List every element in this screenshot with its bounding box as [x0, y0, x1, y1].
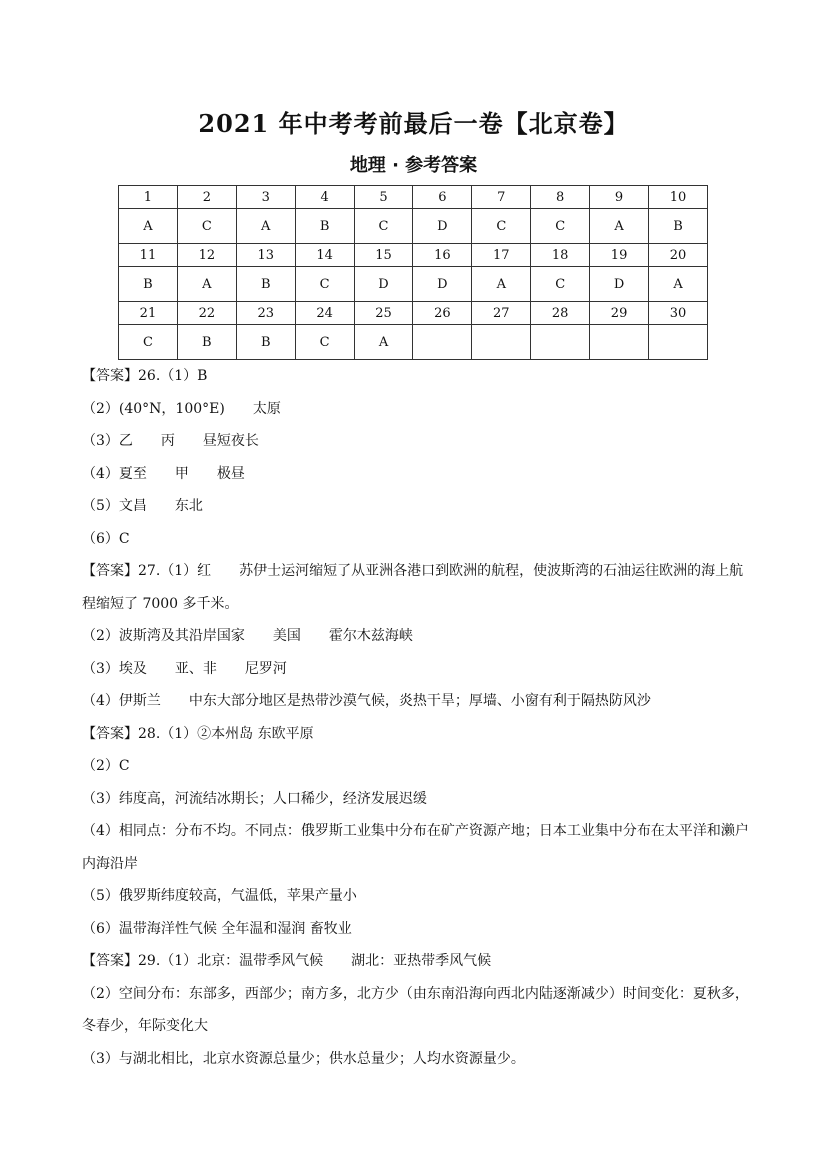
answer-cell: A [236, 209, 295, 244]
answer-cell: A [472, 267, 531, 302]
answer-row [119, 267, 708, 302]
answer-cell: B [236, 325, 295, 360]
answer-28-part6: （6）温带海洋性气候 全年温和湿润 畜牧业 [82, 920, 352, 937]
question-number-cell: 15 [354, 244, 413, 267]
answer-cell: D [590, 267, 649, 302]
answer-28-part4: （4）相同点：分布不均。不同点：俄罗斯工业集中分布在矿产资源产地；日本工业集中分布在太平洋和濑户内海沿岸 [82, 823, 749, 872]
question-number-cell: 2 [177, 186, 236, 209]
question-number-row [119, 244, 708, 267]
question-number-cell: 12 [177, 244, 236, 267]
answer-cell: D [413, 209, 472, 244]
answer-cell [531, 325, 590, 360]
answer-26-part5: （5）文昌 东北 [82, 498, 203, 514]
question-number-cell: 10 [649, 186, 708, 209]
answer-27-part2: （2）波斯湾及其沿岸国家 美国 霍尔木兹海峡 [82, 628, 413, 644]
answer-29-part2: （2）空间分布：东部多，西部少；南方多，北方少（由东南沿海向西北内陆逐渐减少）时间变化：夏秋多，冬春少，年际变化大 [82, 985, 749, 1034]
question-number-cell: 9 [590, 186, 649, 209]
question-number-cell: 18 [531, 244, 590, 267]
question-number-cell: 16 [413, 244, 472, 267]
answer-29-part1: 【答案】29.（1）北京：温带季风气候 湖北：亚热带季风气候 [82, 953, 492, 969]
question-number-cell: 25 [354, 302, 413, 325]
answer-cell: D [413, 267, 472, 302]
answer-27-part1: 【答案】27.（1）红 苏伊士运河缩短了从亚洲各港口到欧洲的航程，使波斯湾的石油运往欧洲的海上航程缩短了 7000 多千米。 [82, 563, 744, 612]
answer-cell: C [295, 325, 354, 360]
question-number-cell: 7 [472, 186, 531, 209]
answer-cell: A [119, 209, 178, 244]
answer-cell: B [119, 267, 178, 302]
question-number-cell: 30 [649, 302, 708, 325]
answer-cell: C [531, 209, 590, 244]
answer-cell: A [177, 267, 236, 302]
answer-cell [590, 325, 649, 360]
question-number-cell: 6 [413, 186, 472, 209]
question-number-cell: 11 [119, 244, 178, 267]
answer-cell: A [354, 325, 413, 360]
answer-26-part1: 【答案】26.（1）B [82, 368, 208, 384]
question-number-row [119, 186, 708, 209]
question-number-cell: 17 [472, 244, 531, 267]
question-number-cell: 29 [590, 302, 649, 325]
question-number-row [119, 302, 708, 325]
answer-cell: C [531, 267, 590, 302]
answer-cell: B [295, 209, 354, 244]
answer-28-part3: （3）纬度高，河流结冰期长；人口稀少，经济发展迟缓 [82, 790, 427, 807]
question-number-cell: 24 [295, 302, 354, 325]
answer-28-part5: （5）俄罗斯纬度较高，气温低，苹果产量小 [82, 888, 357, 904]
answer-28-part1: 【答案】28.（1）②本州岛 东欧平原 [82, 725, 314, 742]
answer-26-part6: （6）C [82, 530, 130, 547]
question-number-cell: 23 [236, 302, 295, 325]
answer-26-part2: （2）(40°N，100°E) 太原 [82, 400, 281, 417]
answer-26-part3: （3）乙 丙 昼短夜长 [82, 433, 259, 449]
question-number-cell: 20 [649, 244, 708, 267]
question-number-cell: 13 [236, 244, 295, 267]
answer-28-part2: （2）C [82, 758, 130, 774]
answer-cell: C [295, 267, 354, 302]
question-number-cell: 1 [119, 186, 178, 209]
answer-26-part4: （4）夏至 甲 极昼 [82, 465, 245, 482]
answer-29-part3: （3）与湖北相比，北京水资源总量少；供水总量少；人均水资源量少。 [82, 1050, 525, 1067]
answer-row [119, 325, 708, 360]
answer-table [118, 185, 708, 360]
question-number-cell: 14 [295, 244, 354, 267]
question-number-cell: 3 [236, 186, 295, 209]
answer-27-part4: （4）伊斯兰 中东大部分地区是热带沙漠气候，炎热干旱；厚墙、小窗有利于隔热防风沙 [82, 693, 651, 709]
answer-cell: C [354, 209, 413, 244]
answer-cell: B [177, 325, 236, 360]
answer-cell [649, 325, 708, 360]
answer-cell: B [236, 267, 295, 302]
answer-cell: C [472, 209, 531, 244]
answer-cell: C [177, 209, 236, 244]
question-number-cell: 21 [119, 302, 178, 325]
question-number-cell: 8 [531, 186, 590, 209]
page-subtitle: 地理 · 参考答案 [349, 155, 478, 176]
question-number-cell: 27 [472, 302, 531, 325]
answer-27-part3: （3）埃及 亚、非 尼罗河 [82, 660, 287, 677]
answer-cell: D [354, 267, 413, 302]
page-title: 2021 年中考考前最后一卷【北京卷】 [198, 109, 629, 138]
question-number-cell: 22 [177, 302, 236, 325]
question-number-cell: 26 [413, 302, 472, 325]
answer-cell: C [119, 325, 178, 360]
question-number-cell: 19 [590, 244, 649, 267]
answer-text-block [82, 360, 752, 1075]
answer-cell [413, 325, 472, 360]
question-number-cell: 28 [531, 302, 590, 325]
answer-row [119, 209, 708, 244]
answer-cell [472, 325, 531, 360]
answer-cell: A [590, 209, 649, 244]
answer-cell: A [649, 267, 708, 302]
answer-cell: B [649, 209, 708, 244]
question-number-cell: 5 [354, 186, 413, 209]
question-number-cell: 4 [295, 186, 354, 209]
